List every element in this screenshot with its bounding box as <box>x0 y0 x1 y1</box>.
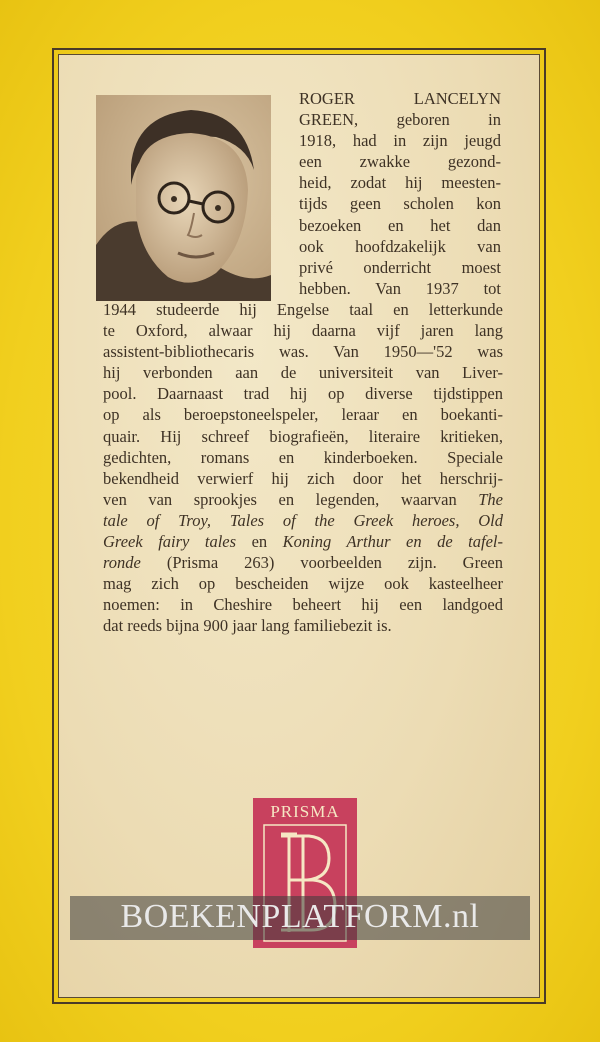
bio-line: hebben. Van 1937 tot <box>299 278 501 298</box>
bio-line: 1944 studeerde hij Engelse taal en letterkunde <box>103 300 503 319</box>
bio-line <box>103 489 503 510</box>
bio-line: assistent-bibliothecaris was. Van 1950—'52 was <box>103 342 503 362</box>
bio-line: privé onderricht moest <box>299 257 501 277</box>
bio-line: bezoeken en het dan <box>299 215 501 235</box>
watermark-banner <box>70 896 530 940</box>
bio-text: en <box>236 532 283 552</box>
bio-line: gedichten, romans en kinderboeken. Speciale <box>103 447 503 467</box>
bio-line: mag zich op bescheiden wijze ook kasteelheer <box>103 574 503 594</box>
bio-title-italic: tale of Troy, Tales of the Greek heroes, Old <box>103 510 503 530</box>
bio-line <box>103 510 503 531</box>
bio-line: noemen: in Cheshire beheert hij een landgoed <box>103 595 503 615</box>
bio-title-italic: The <box>478 489 503 509</box>
watermark-text: BOEKENPLATFORM.nl <box>120 898 480 935</box>
bio-line: GREEN, geboren in <box>299 110 501 130</box>
bio-title-italic: ronde <box>103 553 141 573</box>
bio-line: 1918, had in zijn jeugd <box>299 131 501 151</box>
bio-line: pool. Daarnaast trad hij op diverse tijdstippen <box>103 384 503 404</box>
bio-line: quair. Hij schreef biografieën, literaire kritieken, <box>103 426 503 446</box>
bio-line <box>103 552 503 573</box>
bio-line: heid, zodat hij meesten- <box>299 173 501 193</box>
bio-line: bekendheid verwierf hij zich door het herschrij- <box>103 468 503 488</box>
bio-line: hij verbonden aan de universiteit van Liver- <box>103 363 503 383</box>
bio-text: (Prisma 263) voorbeelden zijn. Green <box>140 553 503 573</box>
logo-wordmark: PRISMA <box>270 802 340 821</box>
bio-line: ook hoofdzakelijk van <box>299 236 501 256</box>
author-portrait-photo <box>96 95 271 301</box>
author-bio-body <box>103 299 503 637</box>
bio-line: dat reeds bijna 900 jaar lang familiebezit is. <box>103 616 392 636</box>
bio-line: een zwakke gezond- <box>299 152 501 172</box>
bio-line: tijds geen scholen kon <box>299 194 501 214</box>
portrait-drawing <box>96 95 271 301</box>
bio-title-italic: Greek fairy tales <box>103 532 237 552</box>
bio-line: ROGER LANCELYN <box>299 89 501 108</box>
bio-line: op als beroepstoneelspeler, leraar en boekanti- <box>103 405 503 425</box>
bio-title-italic: Koning Arthur en de tafel- <box>282 532 503 552</box>
author-bio-intro <box>299 88 501 299</box>
bio-text: ven van sprookjes en legenden, waarvan <box>103 489 479 509</box>
bio-line: te Oxford, alwaar hij daarna vijf jaren lang <box>103 321 503 341</box>
bio-line <box>103 531 503 552</box>
